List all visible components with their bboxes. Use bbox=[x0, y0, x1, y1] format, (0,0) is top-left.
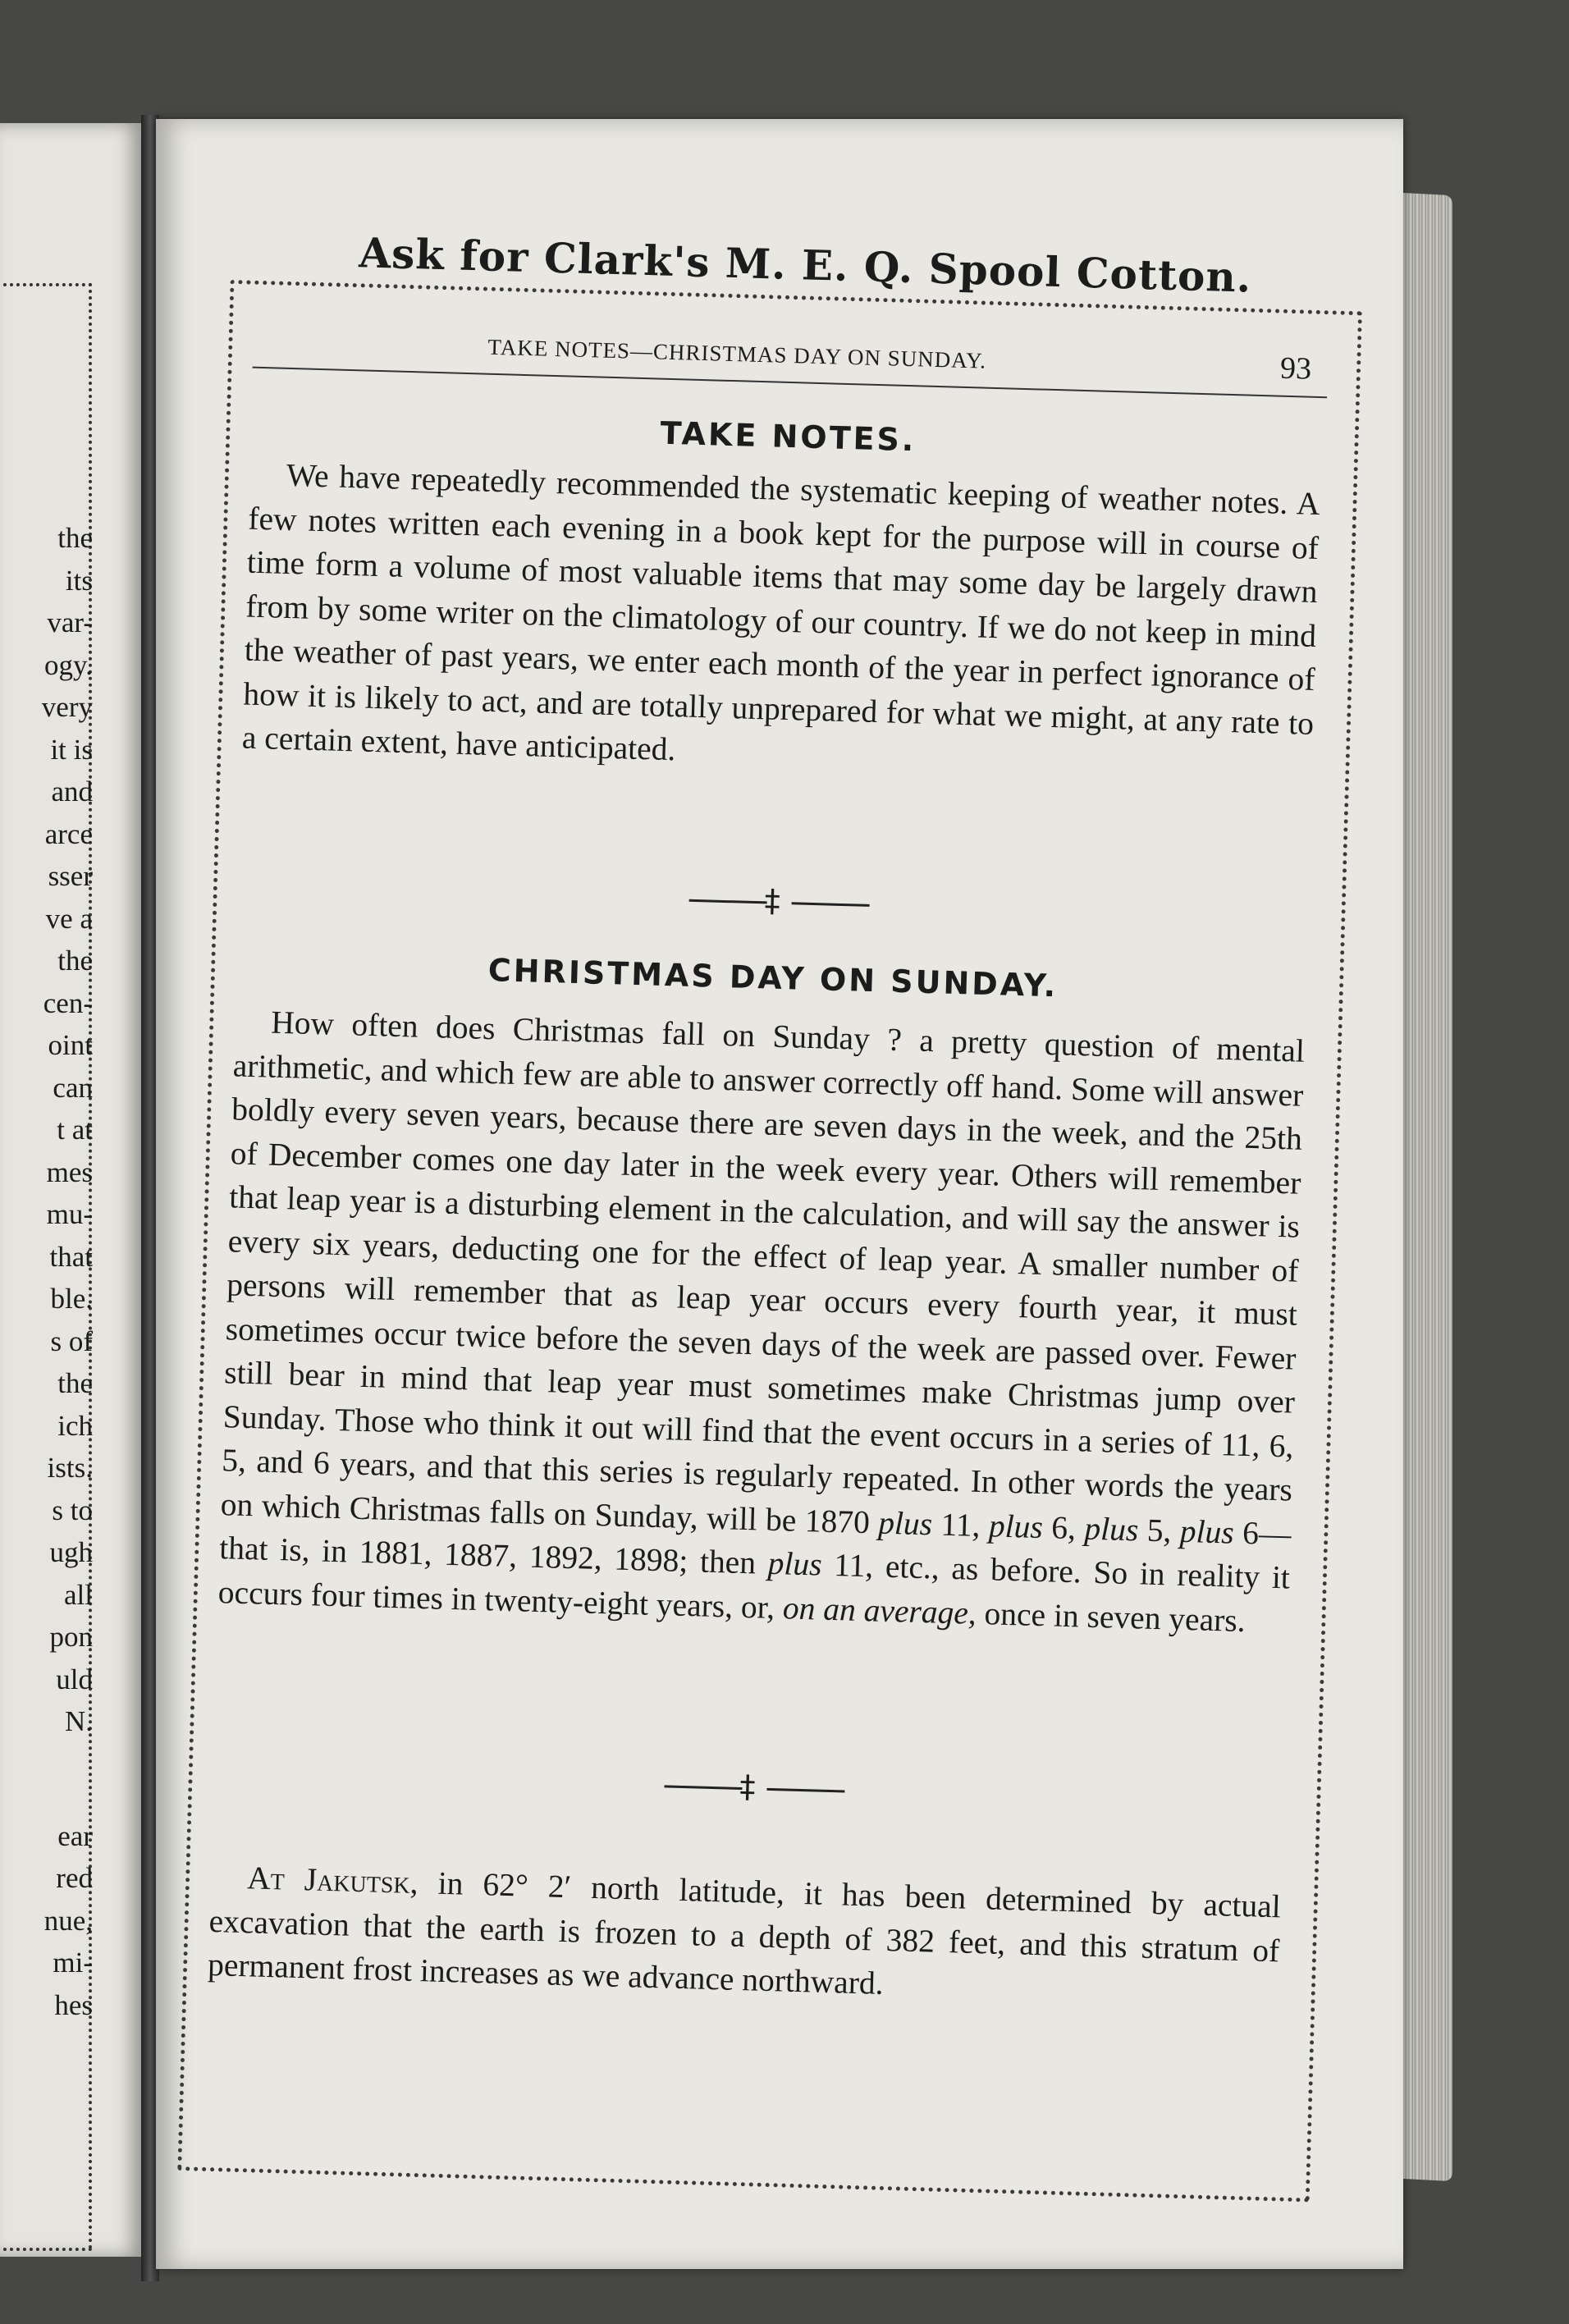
italic-plus: plus bbox=[988, 1507, 1044, 1545]
previous-page-fragment: uld bbox=[56, 1663, 93, 1695]
previous-page-fragment: arce bbox=[44, 817, 93, 850]
previous-page-fragment: and bbox=[51, 775, 93, 807]
double-dagger-icon: ‡ bbox=[739, 1768, 757, 1805]
previous-page-fragment: ich bbox=[57, 1409, 93, 1442]
paragraph-text: How often does Christmas fall on Sunday ? a pretty question of mental arithmetic, and which few are able to answer correctly off hand. Some will answer boldly every seven years, because there are seven days in the week, and the 25th of December comes one day later in the week every year. Others will remember that leap year is a disturbing element in the calculation, and will say the answer is every six years, deducting one for the effect of leap year. A smaller number of persons will remember that as leap year occurs every fourth year, it must sometimes occur twice before the seven days of the week are passed over. Fewer still bear in mind that leap year must sometimes make Christmas jump over Sunday. Those who think it out will find that the event occurs in a series of 11, 6, 5, and 6 years, and that this series is regularly repeated. In other words the years on which Christmas falls on Sunday, will be 1870 bbox=[220, 1004, 1306, 1540]
previous-page-text-fragments bbox=[0, 517, 93, 2026]
paragraph-text: once in seven years. bbox=[984, 1594, 1247, 1639]
double-dagger-icon: ‡ bbox=[764, 882, 781, 919]
italic-on-average: on an average, bbox=[782, 1589, 977, 1631]
previous-page-fragment: mu- bbox=[46, 1198, 93, 1230]
previous-page-fragment: var- bbox=[47, 606, 93, 638]
previous-page-fragment: s of bbox=[50, 1324, 93, 1357]
previous-page-fragment: sser bbox=[48, 860, 93, 892]
previous-page-fragment: s to bbox=[52, 1494, 93, 1526]
paragraph-christmas-day bbox=[217, 1000, 1305, 1644]
paragraph-take-notes: We have repeatedly recommended the systematic keeping of weather notes. A few notes written each evening in a book kept for the purpose will in course of time form a volume of most valuable items that may some day be largely drawn from by some writer on the climatology of our country. If we do not keep in mind the weather of past years, we enter each month of the year in perfect ignorance of how it is likely to act, and are totally unprepared for what we might, at any rate to a certain extent, have anticipated. bbox=[241, 456, 1321, 768]
previous-page-fragment: the bbox=[57, 522, 93, 554]
paragraph-text: that is, in 1881, 1887, 1892, 1898; then bbox=[218, 1530, 757, 1581]
previous-page-fragment: all bbox=[64, 1578, 93, 1611]
series-number: 5, bbox=[1146, 1512, 1173, 1549]
paragraph-lead: At Jakutsk, bbox=[246, 1860, 419, 1901]
previous-page-fragment: ble. bbox=[50, 1283, 93, 1315]
previous-page-fragment: ugh bbox=[49, 1536, 93, 1568]
paragraph-text: 11, etc., as before. So in reality it occurs four times in twenty-eight years, or, bbox=[217, 1547, 1291, 1626]
previous-page bbox=[0, 123, 144, 2257]
previous-page-fragment: nue, bbox=[43, 1904, 93, 1937]
series-number: 6, bbox=[1050, 1508, 1077, 1546]
previous-page-fragment: can bbox=[53, 1071, 93, 1104]
series-number: 11, bbox=[940, 1506, 981, 1544]
ornament-rule-left bbox=[689, 899, 767, 904]
previous-page-fragment: ear bbox=[57, 1819, 93, 1852]
previous-page-fragment: it is bbox=[50, 733, 93, 766]
previous-page-fragment: red bbox=[56, 1862, 93, 1894]
italic-plus: plus bbox=[1179, 1512, 1235, 1551]
ornament-rule-right bbox=[766, 1788, 844, 1793]
series-number: 6— bbox=[1242, 1514, 1292, 1553]
italic-plus: plus bbox=[767, 1544, 823, 1583]
previous-page-fragment: cen- bbox=[43, 986, 93, 1019]
page-number: 93 bbox=[1279, 350, 1312, 387]
paragraph-text: in 62° 2′ north latitude, it has been determined by actual excavation that the earth is frozen to a depth of 382 feet, and this stratum of permanent frost increases as we advance northward. bbox=[207, 1864, 1282, 2001]
previous-page-fragment: ogy. bbox=[44, 648, 93, 681]
italic-plus: plus bbox=[877, 1504, 933, 1542]
previous-page-fragment: ists. bbox=[47, 1452, 93, 1484]
advertisement-banner: Ask for Clark's M. E. Q. Spool Cotton. bbox=[358, 228, 1253, 302]
previous-page-fragment bbox=[0, 1743, 93, 1815]
previous-page-fragment: very bbox=[41, 691, 93, 723]
previous-page-fragment: its bbox=[65, 564, 93, 597]
current-page bbox=[156, 119, 1403, 2269]
previous-page-fragment: the bbox=[57, 1367, 93, 1399]
ornament-rule-left bbox=[664, 1785, 742, 1790]
previous-page-fragment: hes bbox=[54, 1988, 93, 2021]
previous-page-fragment: ve a bbox=[45, 902, 93, 935]
previous-page-fragment: N. bbox=[64, 1705, 93, 1737]
previous-page-fragment: that bbox=[49, 1240, 93, 1273]
section-heading-christmas-day: CHRISTMAS DAY ON SUNDAY. bbox=[487, 951, 1059, 1004]
previous-page-fragment: t at bbox=[57, 1114, 93, 1146]
ornament-rule-right bbox=[792, 902, 870, 907]
italic-plus: plus bbox=[1083, 1510, 1139, 1548]
previous-page-fragment: mes bbox=[46, 1155, 93, 1188]
previous-page-fragment: pon bbox=[49, 1621, 93, 1653]
running-title: TAKE NOTES—CHRISTMAS DAY ON SUNDAY. bbox=[487, 334, 987, 373]
previous-page-fragment: mi- bbox=[53, 1947, 93, 1979]
previous-page-fragment: the bbox=[57, 945, 93, 977]
section-heading-take-notes: TAKE NOTES. bbox=[660, 414, 917, 459]
previous-page-fragment: oint bbox=[48, 1029, 93, 1061]
